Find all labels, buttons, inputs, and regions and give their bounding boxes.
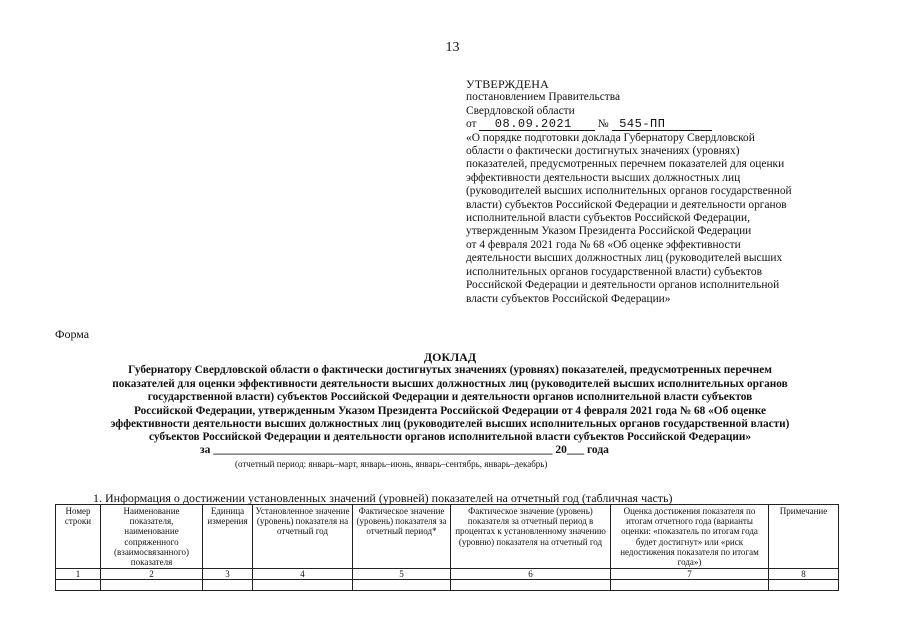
year-suffix: года <box>587 444 609 456</box>
column-header: Фактическое значение (уровень) показателя за отчетный период* <box>353 505 451 569</box>
column-header: Наименование показателя, наименование сопряженного (взаимосвязанного) показателя <box>101 505 203 569</box>
column-header: Единица измерения <box>203 505 253 569</box>
column-number: 7 <box>611 569 769 580</box>
column-number: 5 <box>353 569 451 580</box>
period-prefix: за <box>200 444 211 456</box>
approval-text-line: Российской Федерации и деятельности органов исполнительной <box>466 279 780 292</box>
approval-date: 08.09.2021 <box>479 118 595 131</box>
column-header: Фактическое значение (уровень) показателя за отчетный период в процентах к установленному значению (уровню) показателя на отчетный год <box>451 505 611 569</box>
table-cell <box>451 580 611 591</box>
column-number: 6 <box>451 569 611 580</box>
period-blank: ___________________________________________________________ <box>213 444 553 456</box>
section-title: 1. Информация о достижении установленных значений (уровней) показателей на отчетный год (табличная часть) <box>93 491 673 505</box>
report-line: Российской Федерации, утвержденным Указом Президента Российской Федерации от 4 февраля 2021 года № 68 «Об оценке <box>134 404 766 417</box>
approval-text-line: исполнительных органов государственной власти) субъектов <box>466 265 762 278</box>
approval-heading: УТВЕРЖДЕНА <box>466 77 550 91</box>
column-number-row <box>56 569 839 580</box>
column-number: 1 <box>56 569 101 580</box>
report-line: эффективности деятельности высших должностных лиц (руководителей высших исполнительных органов государственной власти) <box>110 418 790 431</box>
table-cell <box>56 580 101 591</box>
approval-text-line: «О порядке подготовки доклада Губернатору Свердловской <box>466 131 755 144</box>
approval-text <box>466 132 846 306</box>
report-title: ДОКЛАД <box>423 350 477 364</box>
approval-text-line: (руководителей высших исполнительных органов государственной <box>466 185 792 198</box>
column-header: Оценка достижения показателя по итогам отчетного года (варианты оценки: «показатель по итогам года будет достигнут» или «риск недостижения показателя по итогам года») <box>611 505 769 569</box>
report-heading <box>50 351 850 445</box>
approval-date-number <box>466 118 846 131</box>
approval-text-line: от 4 февраля 2021 года № 68 «Об оценке эффективности <box>466 238 741 251</box>
table-cell <box>203 580 253 591</box>
column-header: Номер строки <box>56 505 101 569</box>
approval-block <box>466 78 846 306</box>
table-cell <box>769 580 839 591</box>
approval-text-line: эффективности деятельности высших должностных лиц <box>466 171 741 184</box>
number-prefix: № <box>597 118 609 131</box>
approval-text-line: власти) субъектов Российской Федерации и деятельности органов <box>466 198 787 211</box>
info-table <box>55 504 839 591</box>
approval-text-line: деятельности высших должностных лиц (руководителей высших <box>466 252 783 265</box>
period-hint: (отчетный период: январь–март, январь–июнь, январь–сентябрь, январь–декабрь) <box>235 459 548 469</box>
approval-line: Свердловской области <box>466 104 575 117</box>
column-number: 3 <box>203 569 253 580</box>
column-number: 4 <box>253 569 353 580</box>
approval-text-line: исполнительной власти субъектов Российской Федерации, <box>466 212 750 225</box>
approval-text-line: власти субъектов Российской Федерации» <box>466 292 671 305</box>
date-prefix: от <box>466 118 477 131</box>
approval-number: 545-ПП <box>612 118 712 131</box>
approval-text-line: утвержденным Указом Президента Российской Федерации <box>466 225 752 238</box>
report-line: показателей для оценки эффективности деятельности высших должностных лиц (руководителей высших исполнительных органов <box>112 377 788 390</box>
table-cell <box>101 580 203 591</box>
report-line: субъектов Российской Федерации и деятельности органов исполнительной власти субъектов Российской Федерации» <box>148 431 752 444</box>
table-header-row <box>56 505 839 569</box>
table-cell <box>353 580 451 591</box>
form-label: Форма <box>55 327 90 341</box>
table-cell <box>253 580 353 591</box>
reporting-period-line <box>200 444 720 456</box>
column-number: 2 <box>101 569 203 580</box>
approval-text-line: показателей, предусмотренных перечнем показателей для оценки <box>466 158 785 171</box>
page-number: 13 <box>445 40 460 55</box>
report-line: государственной власти) субъектов Российской Федерации и деятельности органов исполнительной власти субъектов <box>147 391 753 404</box>
table-row <box>56 580 839 591</box>
table-cell <box>611 580 769 591</box>
year-prefix: 20 <box>555 444 567 456</box>
year-blank: ___ <box>566 444 585 456</box>
report-line: Губернатору Свердловской области о фактически достигнутых значениях (уровнях) показателей, предусмотренных перечнем <box>128 364 772 377</box>
column-number: 8 <box>769 569 839 580</box>
approval-text-line: области о фактически достигнутых значениях (уровнях) <box>466 145 740 158</box>
column-header: Примечание <box>769 505 839 569</box>
approval-line: постановлением Правительства <box>466 91 621 104</box>
column-header: Установленное значение (уровень) показателя на отчетный год <box>253 505 353 569</box>
